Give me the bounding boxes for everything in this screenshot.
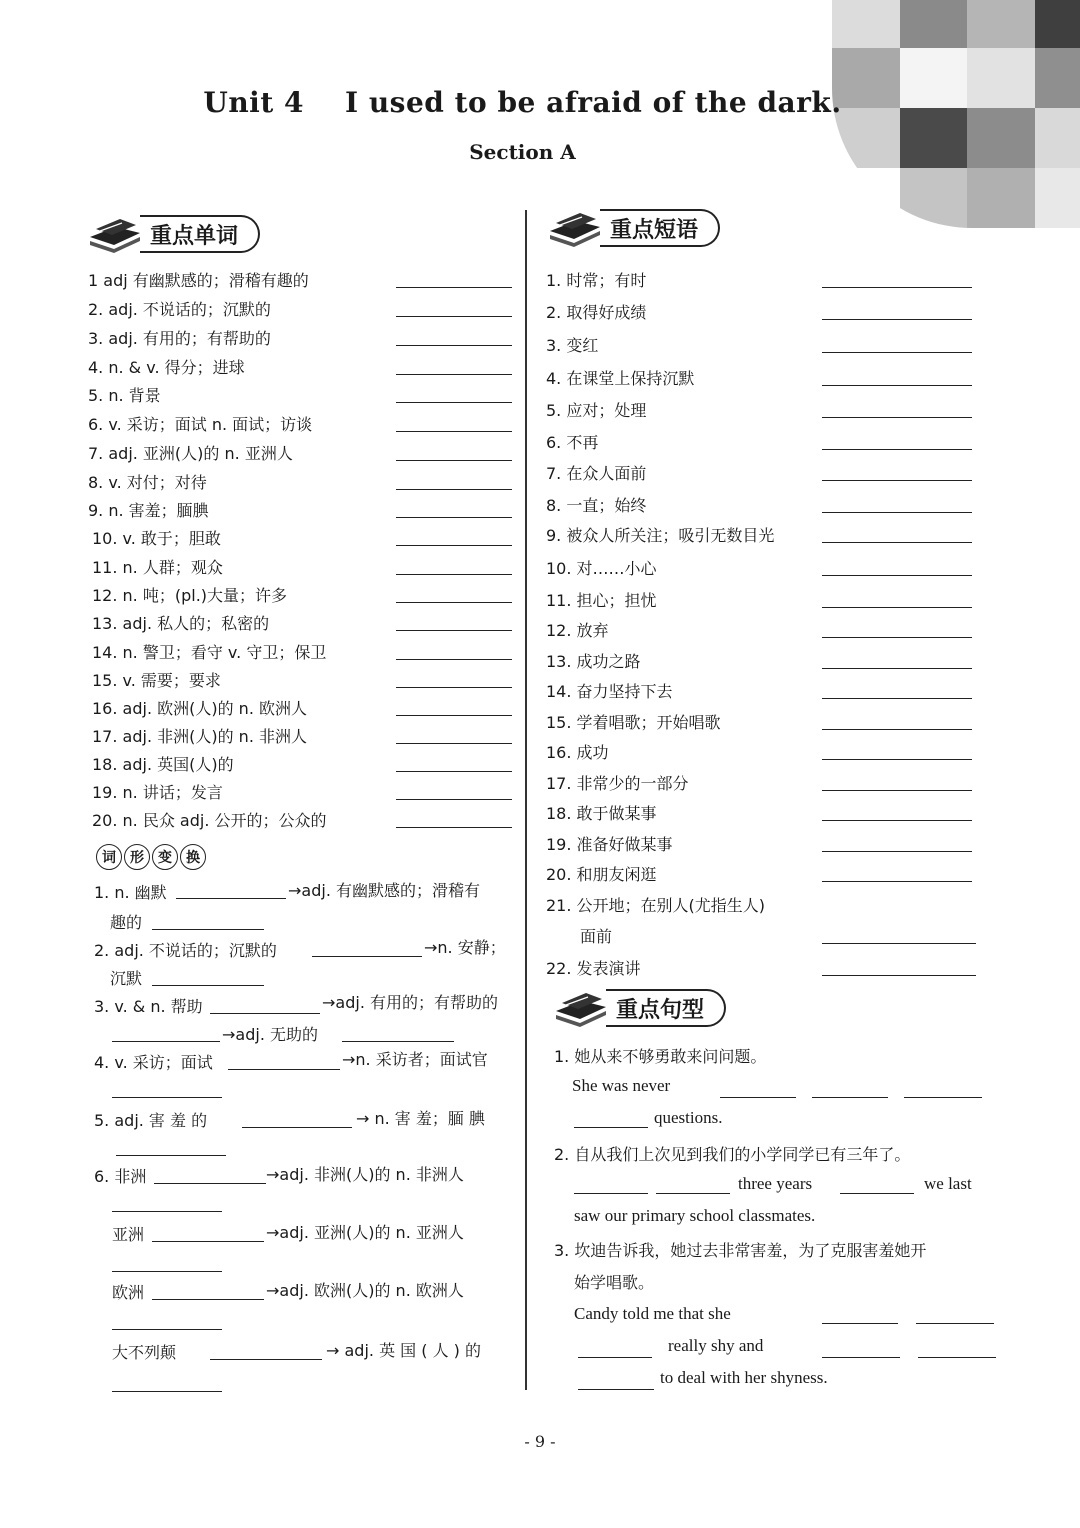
answer-blank[interactable] [396,601,512,603]
answer-blank[interactable] [822,318,972,320]
answer-blank[interactable] [396,286,512,288]
phrase-item: 5. 应对；处理 [546,401,647,420]
sentence-prompt: 2. 自从我们上次见到我们的小学同学已有三年了。 [554,1145,911,1164]
answer-blank[interactable] [904,1096,982,1098]
answer-blank[interactable] [822,789,972,791]
answer-blank[interactable] [396,459,512,461]
vocab-item: 2. adj. 不说话的；沉默的 [88,300,271,319]
phrase-item: 10. 对……小心 [546,559,657,578]
section-title: Section A [469,140,576,164]
answer-blank[interactable] [396,430,512,432]
wordform-item: →n. 采访者；面试官 [342,1050,488,1069]
phrase-item: 面前 [580,927,613,946]
vocab-item: 19. n. 讲话；发言 [92,783,223,802]
answer-blank[interactable] [822,942,976,944]
phrase-item: 18. 敢于做某事 [546,804,657,823]
wordform-item: → n. 害 羞；腼 腆 [356,1109,485,1128]
answer-blank[interactable] [916,1322,994,1324]
wordform-item: →adj. 有幽默感的；滑稽有 [288,881,480,900]
answer-blank[interactable] [396,826,512,828]
phrase-item: 8. 一直；始终 [546,496,647,515]
answer-blank[interactable] [396,488,512,490]
answer-blank[interactable] [210,1358,322,1360]
answer-blank[interactable] [822,574,972,576]
wordform-item: →adj. 非洲(人)的 n. 非洲人 [266,1165,464,1184]
answer-blank[interactable] [822,880,972,882]
wordform-item: 4. v. 采访；面试 [94,1053,213,1072]
phrase-item: 22. 发表演讲 [546,959,641,978]
answer-blank[interactable] [840,1192,914,1194]
vocab-item: 15. v. 需要；要求 [92,671,221,690]
vocab-item: 14. n. 警卫；看守 v. 守卫；保卫 [92,643,327,662]
wordform-item: → adj. 英 国 ( 人 ) 的 [326,1341,481,1360]
wordform-item: →adj. 欧洲(人)的 n. 欧洲人 [266,1281,464,1300]
sentence-text: really shy and [668,1336,764,1355]
wordform-item: 趣的 [110,913,143,932]
wordform-item: →adj. 有用的；有帮助的 [322,993,498,1012]
sentence-prompt: 3. 坎迪告诉我，她过去非常害羞，为了克服害羞她开 [554,1241,927,1260]
sentence-text: three years [738,1174,813,1193]
vocab-item: 12. n. 吨；(pl.)大量；许多 [92,586,288,605]
answer-blank[interactable] [822,1356,900,1358]
answer-blank[interactable] [574,1192,648,1194]
answer-blank[interactable] [822,384,972,386]
answer-blank[interactable] [822,728,972,730]
vocab-item: 17. adj. 非洲(人)的 n. 非洲人 [92,727,307,746]
answer-blank[interactable] [822,541,972,543]
answer-blank[interactable] [822,1322,898,1324]
answer-blank[interactable] [242,1126,352,1128]
page-title: Unit 4 I used to be afraid of the dark. [203,86,842,119]
phrases-header: 重点短语 [546,208,720,248]
phrase-item: 17. 非常少的一部分 [546,774,689,793]
phrase-item: 4. 在课堂上保持沉默 [546,369,695,388]
answer-blank[interactable] [396,373,512,375]
phrase-item: 16. 成功 [546,743,609,762]
answer-blank[interactable] [396,544,512,546]
sentence-prompt: 1. 她从来不够勇敢来问问题。 [554,1047,767,1066]
answer-blank[interactable] [822,850,972,852]
answer-blank[interactable] [396,516,512,518]
answer-blank[interactable] [396,798,512,800]
wordform-item: 亚洲 [112,1225,145,1244]
sentences-header: 重点句型 [552,988,726,1028]
phrase-item: 6. 不再 [546,433,599,452]
phrase-item: 7. 在众人面前 [546,464,647,483]
vocab-item: 11. n. 人群；观众 [92,558,223,577]
answer-blank[interactable] [918,1356,996,1358]
books-icon [546,209,604,247]
answer-blank[interactable] [822,448,972,450]
answer-blank[interactable] [822,819,972,821]
phrase-item: 3. 变红 [546,336,599,355]
answer-blank[interactable] [116,1154,226,1156]
answer-blank[interactable] [112,1270,222,1272]
answer-blank[interactable] [396,742,512,744]
phrase-item: 20. 和朋友闲逛 [546,865,657,884]
phrase-item: 19. 准备好做某事 [546,835,673,854]
answer-blank[interactable] [396,629,512,631]
answer-blank[interactable] [822,697,972,699]
answer-blank[interactable] [812,1096,888,1098]
answer-blank[interactable] [574,1126,648,1128]
answer-blank[interactable] [822,511,972,513]
answer-blank[interactable] [396,344,512,346]
answer-blank[interactable] [210,1012,320,1014]
vocab-item: 7. adj. 亚洲(人)的 n. 亚洲人 [88,444,293,463]
answer-blank[interactable] [152,928,264,930]
answer-blank[interactable] [822,416,972,418]
vocab-item: 16. adj. 欧洲(人)的 n. 欧洲人 [92,699,307,718]
vocab-item: 8. v. 对付；对待 [88,473,207,492]
answer-blank[interactable] [822,974,976,976]
sentence-text: saw our primary school classmates. [574,1206,816,1225]
books-icon [86,215,144,253]
sentence-text: we last [924,1174,972,1193]
phrase-item: 21. 公开地；在别人(尤指生人) [546,896,766,915]
answer-blank[interactable] [112,1040,220,1042]
answer-blank[interactable] [822,667,972,669]
answer-blank[interactable] [396,686,512,688]
phrase-item: 1. 时常；有时 [546,271,647,290]
vocab-item: 5. n. 背景 [88,386,161,405]
books-icon [552,989,610,1027]
sentence-text: She was never [572,1076,671,1095]
sentence-prompt: 始学唱歌。 [574,1273,655,1292]
phrase-item: 15. 学着唱歌；开始唱歌 [546,713,721,732]
answer-blank[interactable] [822,479,972,481]
vocab-item: 9. n. 害羞；腼腆 [88,501,209,520]
answer-blank[interactable] [152,1240,264,1242]
answer-blank[interactable] [112,1390,222,1392]
vocab-item: 18. adj. 英国(人)的 [92,755,234,774]
answer-blank[interactable] [112,1210,222,1212]
answer-blank[interactable] [396,770,512,772]
answer-blank[interactable] [656,1192,730,1194]
wordform-item: 2. adj. 不说话的；沉默的 [94,941,277,960]
answer-blank[interactable] [152,984,264,986]
answer-blank[interactable] [396,658,512,660]
answer-blank[interactable] [154,1182,266,1184]
vocab-item: 4. n. & v. 得分；进球 [88,358,245,377]
answer-blank[interactable] [396,401,512,403]
wordform-item: 沉默 [110,969,143,988]
phrase-item: 9. 被众人所关注；吸引无数目光 [546,526,775,545]
answer-blank[interactable] [112,1328,222,1330]
answer-blank[interactable] [396,315,512,317]
phrase-item: 14. 奋力坚持下去 [546,682,673,701]
wordform-item: 3. v. & n. 帮助 [94,997,203,1016]
answer-blank[interactable] [312,955,422,957]
wordform-item: 大不列颠 [112,1343,177,1362]
answer-blank[interactable] [822,758,972,760]
vocab-item: 13. adj. 私人的；私密的 [92,614,270,633]
sentence-text: questions. [654,1108,723,1127]
answer-blank[interactable] [822,351,972,353]
answer-blank[interactable] [396,714,512,716]
answer-blank[interactable] [822,606,972,608]
answer-blank[interactable] [152,1298,264,1300]
wordform-item: 6. 非洲 [94,1167,147,1186]
answer-blank[interactable] [578,1388,654,1390]
vocab-item: 6. v. 采访；面试 n. 面试；访谈 [88,415,313,434]
answer-blank[interactable] [822,286,972,288]
phrase-item: 11. 担心；担忧 [546,591,657,610]
phrase-item: 2. 取得好成绩 [546,303,647,322]
wordform-item: 5. adj. 害 羞 的 [94,1111,208,1130]
wordform-item: →adj. 无助的 [222,1025,318,1044]
answer-blank[interactable] [720,1096,796,1098]
column-divider [525,210,527,1390]
sentence-text: Candy told me that she [574,1304,731,1323]
answer-blank[interactable] [396,573,512,575]
phrase-item: 12. 放弃 [546,621,609,640]
wordform-item: →adj. 亚洲(人)的 n. 亚洲人 [266,1223,464,1242]
answer-blank[interactable] [176,897,286,899]
page-number: - 9 - [524,1432,556,1451]
wordform-item: 1. n. 幽默 [94,883,167,902]
answer-blank[interactable] [112,1096,222,1098]
answer-blank[interactable] [342,1040,454,1042]
answer-blank[interactable] [822,636,972,638]
answer-blank[interactable] [228,1068,340,1070]
vocab-item: 10. v. 敢于；胆敢 [92,529,221,548]
wordform-item: →n. 安静； [424,938,506,957]
wordform-item: 欧洲 [112,1283,145,1302]
phrase-item: 13. 成功之路 [546,652,641,671]
wordforms-header: 词 形 变 换 [96,844,206,870]
vocab-item: 20. n. 民众 adj. 公开的；公众的 [92,811,327,830]
answer-blank[interactable] [578,1356,652,1358]
vocab-header: 重点单词 [86,214,260,254]
vocab-item: 1 adj 有幽默感的；滑稽有趣的 [88,271,309,290]
sentence-text: to deal with her shyness. [660,1368,828,1387]
vocab-item: 3. adj. 有用的；有帮助的 [88,329,271,348]
